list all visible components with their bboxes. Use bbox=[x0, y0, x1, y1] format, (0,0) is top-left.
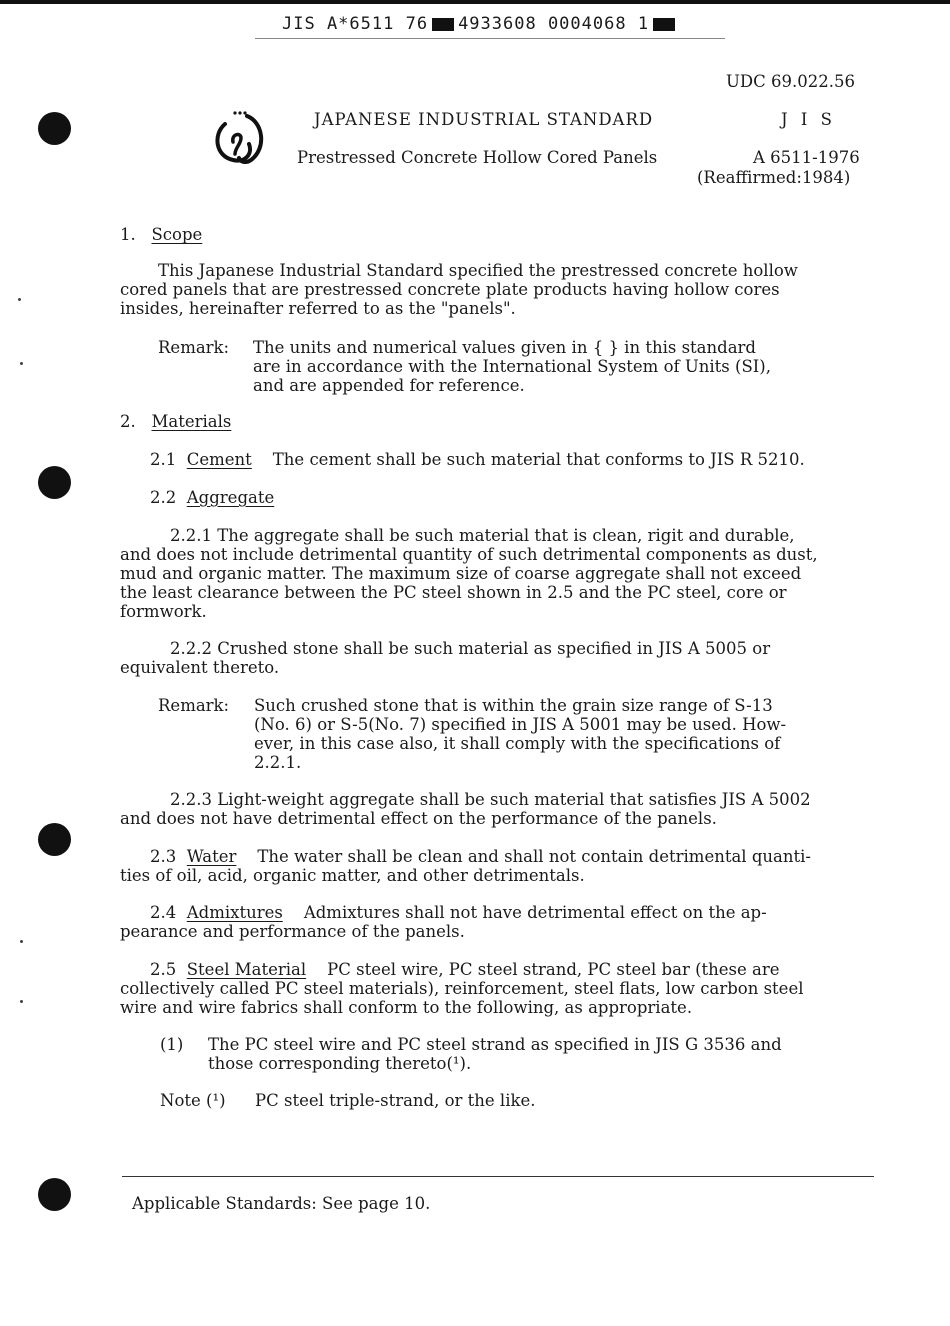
standard-title: Prestressed Concrete Hollow Cored Panels bbox=[297, 148, 658, 167]
section-2-3: 2.3 Water The water shall be clean and shall not contain detrimental quanti- ties of oil, acid, organic matter, and other detrimentals. bbox=[120, 847, 811, 885]
reaffirmed-date: (Reaffirmed:1984) bbox=[697, 168, 851, 187]
document-code-header: JIS A*6511 76 4933608 0004068 1 bbox=[282, 14, 679, 34]
standard-number: A 6511-1976 bbox=[753, 148, 860, 167]
list-item-number: (1) bbox=[160, 1035, 184, 1054]
scan-speck bbox=[18, 298, 21, 301]
section-2-2-1: 2.2.1 The aggregate shall be such material that is clean, rigit and durable, and does not include detrimental quantity of such detrimental components as dust, mud and organic matter. The maximum size of coarse aggregate shall not exceed the least clearance between the PC steel shown in 2.5 and the PC steel, core or formwork. bbox=[120, 526, 818, 621]
note-text: PC steel triple-strand, or the like. bbox=[255, 1091, 536, 1110]
jis-label: J I S bbox=[781, 110, 836, 129]
binder-hole bbox=[38, 823, 71, 856]
binder-hole bbox=[38, 112, 71, 145]
binder-hole bbox=[38, 1178, 71, 1211]
scan-speck bbox=[20, 362, 23, 365]
org-name: JAPANESE INDUSTRIAL STANDARD bbox=[314, 110, 654, 129]
note-label: Note (¹) bbox=[160, 1091, 226, 1110]
section-2-1: 2.1 Cement The cement shall be such material that conforms to JIS R 5210. bbox=[150, 450, 805, 469]
footnote-rule bbox=[122, 1176, 874, 1177]
section-2-4: 2.4 Admixtures Admixtures shall not have detrimental effect on the ap- pearance and performance of the panels. bbox=[120, 903, 767, 941]
binder-hole bbox=[38, 466, 71, 499]
header-rule bbox=[255, 38, 725, 39]
section-2-2-2: 2.2.2 Crushed stone shall be such material as specified in JIS A 5005 or equivalent thereto. bbox=[120, 639, 771, 677]
section-2-2-3: 2.2.3 Light-weight aggregate shall be such material that satisfies JIS A 5002 and does not have detrimental effect on the performance of the panels. bbox=[120, 790, 811, 828]
remark-text: Such crushed stone that is within the grain size range of S-13 (No. 6) or S-5(No. 7) specified in JIS A 5001 may be used. How- ever, in this case also, it shall comply with the specifications of 2.2.1. bbox=[254, 696, 787, 772]
jis-mark-logo bbox=[211, 108, 271, 170]
applicable-standards: Applicable Standards: See page 10. bbox=[132, 1194, 431, 1213]
scan-top-edge bbox=[0, 0, 950, 4]
scan-speck bbox=[20, 1000, 23, 1003]
scope-paragraph: This Japanese Industrial Standard specified the prestressed concrete hollow cored panels that are prestressed concrete plate products having hollow cores insides, hereinafter referred to as the "panels". bbox=[120, 261, 798, 318]
remark-label: Remark: bbox=[158, 338, 230, 357]
remark-text: The units and numerical values given in { } in this standard are in accordance with the International System of Units (SI), and are appended for reference. bbox=[253, 338, 771, 395]
udc-code: UDC 69.022.56 bbox=[726, 72, 855, 91]
section-2-5: 2.5 Steel Material PC steel wire, PC steel strand, PC steel bar (these are collectively called PC steel materials), reinforcement, steel flats, low carbon steel wire and wire fabrics shall conform to the following, as appropriate. bbox=[120, 960, 804, 1017]
section-2-heading: 2. Materials bbox=[120, 412, 232, 431]
remark-label: Remark: bbox=[158, 696, 230, 715]
section-2-2-heading: 2.2 Aggregate bbox=[150, 488, 275, 507]
list-item-text: The PC steel wire and PC steel strand as specified in JIS G 3536 and those corresponding thereto(¹). bbox=[208, 1035, 782, 1073]
section-1-heading: 1. Scope bbox=[120, 225, 203, 244]
scan-speck bbox=[20, 940, 23, 943]
